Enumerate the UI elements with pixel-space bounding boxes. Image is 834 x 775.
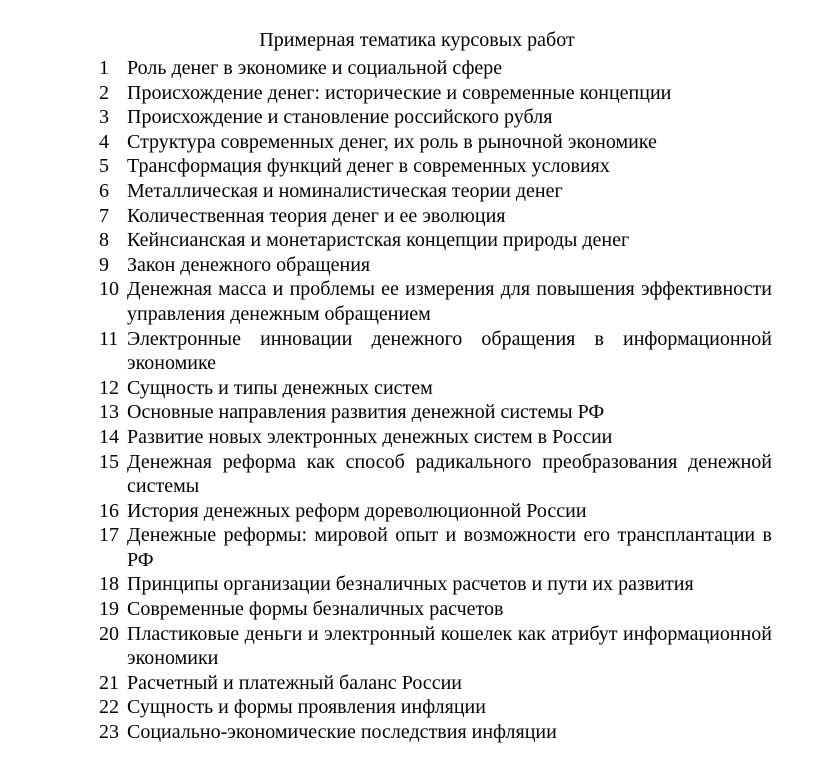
topic-number: 19 — [99, 598, 119, 621]
topic-item-20 — [99, 622, 772, 671]
topic-item-14 — [99, 425, 772, 450]
topic-text: Структура современных денег, их роль в рыночной экономике — [127, 130, 657, 153]
topic-text: Современные формы безналичных расчетов — [127, 598, 504, 621]
topic-number: 1 — [99, 57, 109, 79]
topic-text: Принципы организации безналичных расчетов и пути их развития — [127, 573, 694, 596]
topic-item-15 — [99, 450, 772, 499]
topic-number: 11 — [99, 327, 119, 350]
topic-item-23 — [99, 720, 772, 745]
topic-text: Основные направления развития денежной системы РФ — [127, 401, 605, 424]
topic-number: 9 — [99, 253, 109, 276]
document-title: Примерная тематика курсовых работ — [259, 29, 575, 51]
topic-number: 4 — [99, 130, 109, 153]
topic-text: Металлическая и номиналистическая теории денег — [127, 179, 563, 202]
topic-text: Денежная масса и проблемы ее измерения для повышения эффективности управления денежным обращением — [127, 278, 772, 325]
topic-item-1 — [99, 56, 772, 81]
topic-text: Количественная теория денег и ее эволюция — [127, 204, 506, 227]
topic-number: 6 — [99, 179, 109, 202]
topic-text: Трансформация функций денег в современных условиях — [127, 155, 610, 178]
topic-item-10 — [99, 277, 772, 326]
topic-item-18 — [99, 572, 772, 597]
topic-text: Развитие новых электронных денежных систем в России — [127, 425, 613, 448]
topic-text: Электронные инновации денежного обращения в информационной экономике — [127, 327, 772, 375]
topic-item-13 — [99, 400, 772, 425]
topic-text: Пластиковые деньги и электронный кошелек как атрибут информационной экономики — [127, 622, 772, 670]
topic-number: 7 — [99, 204, 109, 227]
topic-number: 21 — [99, 671, 119, 694]
topic-text: Происхождение и становление российского рубля — [127, 106, 553, 129]
topic-item-3 — [99, 105, 772, 130]
topic-number: 17 — [99, 524, 119, 547]
topic-number: 22 — [99, 696, 119, 719]
topic-text: Сущность и формы проявления инфляции — [127, 696, 486, 719]
topic-text: Происхождение денег: исторические и современные концепции — [127, 81, 672, 104]
topic-item-16 — [99, 499, 772, 524]
topic-text: Денежная реформа как способ радикального преобразования денежной системы — [127, 450, 772, 498]
topic-item-4 — [99, 130, 772, 155]
topic-text: Социально-экономические последствия инфляции — [127, 721, 557, 744]
topic-number: 12 — [99, 376, 119, 399]
topic-number: 10 — [99, 278, 119, 301]
topic-item-17 — [99, 523, 772, 572]
topic-list — [99, 56, 772, 745]
topic-number: 3 — [99, 106, 109, 129]
topic-number: 14 — [99, 425, 119, 448]
topic-item-8 — [99, 228, 772, 253]
topic-text: Расчетный и платежный баланс России — [127, 671, 462, 694]
topic-item-9 — [99, 253, 772, 278]
topic-item-21 — [99, 671, 772, 696]
topic-item-2 — [99, 81, 772, 106]
topic-number: 8 — [99, 229, 109, 252]
topic-number: 16 — [99, 499, 119, 522]
topic-text: История денежных реформ дореволюционной России — [127, 499, 587, 522]
topic-item-12 — [99, 376, 772, 401]
topic-number: 5 — [99, 155, 109, 178]
topic-number: 20 — [99, 622, 119, 645]
topic-number: 15 — [99, 450, 119, 473]
topic-item-6 — [99, 179, 772, 204]
topic-number: 2 — [99, 81, 109, 104]
topic-text: Денежные реформы: мировой опыт и возможности его трансплантации в РФ — [127, 524, 772, 571]
topic-number: 18 — [99, 573, 119, 596]
topic-text: Роль денег в экономике и социальной сфере — [127, 57, 503, 79]
topic-item-7 — [99, 204, 772, 229]
topic-item-22 — [99, 695, 772, 720]
topic-text: Закон денежного обращения — [127, 253, 371, 276]
topic-text: Кейнсианская и монетаристская концепции природы денег — [127, 229, 630, 252]
topic-item-11 — [99, 327, 772, 376]
topic-item-19 — [99, 597, 772, 622]
topic-item-5 — [99, 154, 772, 179]
topic-number: 13 — [99, 401, 119, 424]
topic-text: Сущность и типы денежных систем — [127, 376, 433, 399]
topic-number: 23 — [99, 721, 119, 744]
